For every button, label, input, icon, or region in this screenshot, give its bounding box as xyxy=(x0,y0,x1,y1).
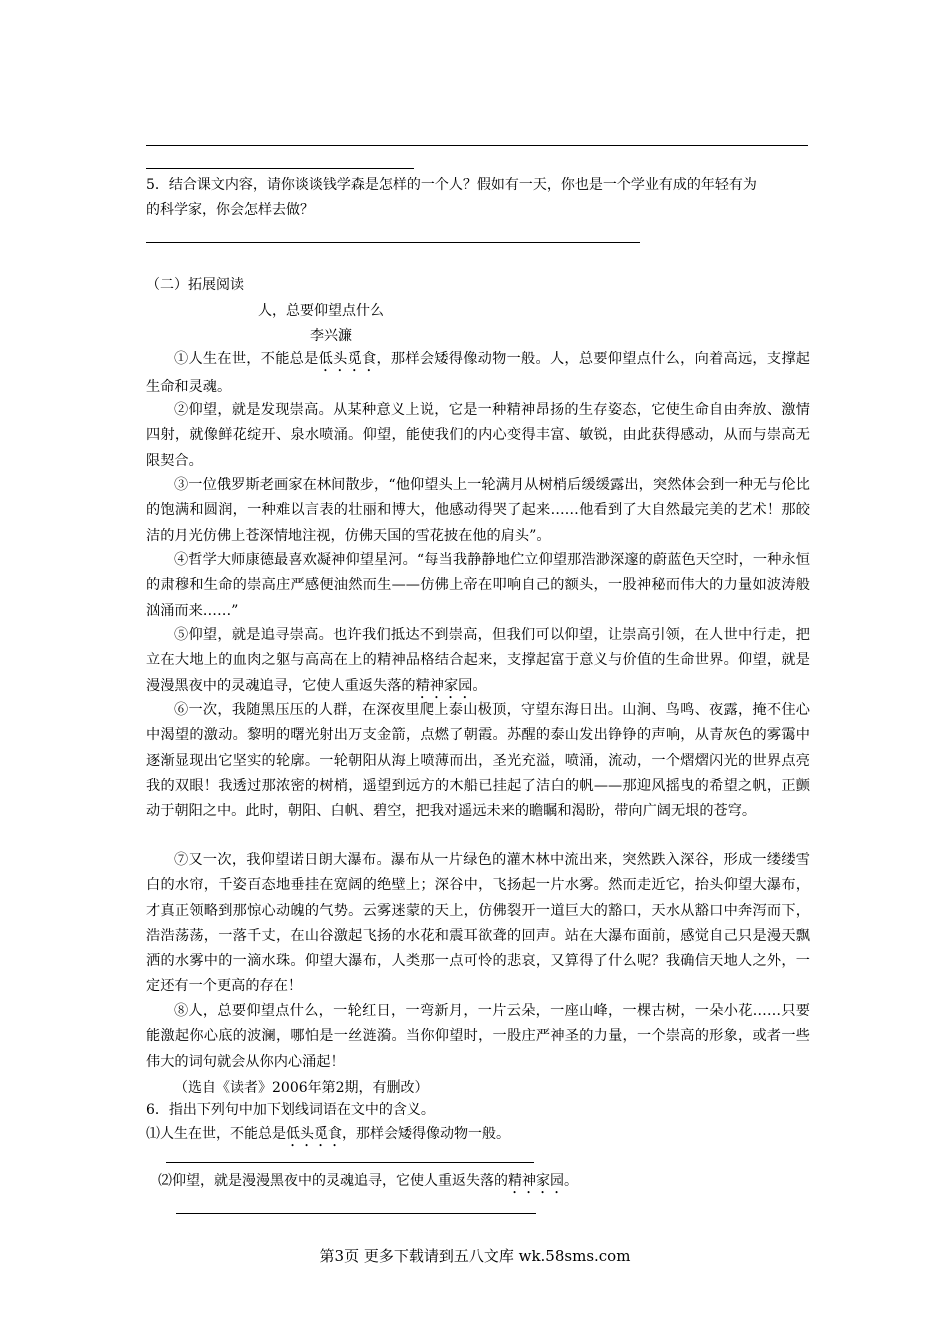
paragraph-2: ②仰望，就是发现崇高。从某种意义上说，它是一种精神昂扬的生存姿态，它使生命自由奔放、激情四射，就像鲜花绽开、泉水喷涌。仰望，能使我们的内心变得丰富、敏锐，由此获得感动，从而与崇高无限契合。 xyxy=(146,402,810,469)
source-note: （选自《读者》2006年第2期，有删改） xyxy=(174,1080,429,1096)
marked-phrase: 精神家园 xyxy=(415,677,473,694)
paragraph-8: ⑧人，总要仰望点什么，一轮红日，一弯新月，一片云朵，一座山峰，一棵古树，一朵小花……只要能激起你心底的波澜，哪怕是一丝涟漪。当你仰望时，一股庄严神圣的力量，一个崇高的形象，或者一些伟大的词句就会从你内心涌起！ xyxy=(146,1003,810,1070)
marked-phrase: 低头觅食 xyxy=(286,1126,342,1142)
paragraph-6: ⑥一次，我随黑压压的人群，在深夜里爬上泰山极顶，守望东海日出。山涧、鸟鸣、夜露，掩不住心中渴望的激动。黎明的曙光射出万支金箭，点燃了朝霞。苏醒的泰山发出铮铮的声响，从青灰色的雾霭中逐渐显现出它坚实的轮廓。一轮朝阳从海上喷薄而出，圣光充溢，喷涌，流动，一个熠熠闪光的世界点亮我的双眼！我透过那浓密的树梢，遥望到远方的木船已挂起了洁白的帆——那迎风摇曳的希望之帆，正颤动于朝阳之中。此时，朝阳、白帆、碧空，把我对遥远未来的瞻瞩和渴盼，带向广阔无垠的苍穹。 xyxy=(146,702,810,820)
question-6-stem: 6．指出下列句中加下划线词语在文中的含义。 xyxy=(146,1102,435,1118)
paragraph-5: ⑤仰望，就是追寻崇高。也许我们抵达不到崇高，但我们可以仰望，让崇高引领，在人世中行走，把立在大地上的血肉之躯与高高在上的精神品格结合起来，支撑起富于意义与价值的生命世界。仰望，就是漫漫黑夜中的灵魂追寻，它使人重返失落的精神家园。 xyxy=(146,627,810,694)
answer-line xyxy=(166,1162,534,1163)
question-6-item-2: ⑵仰望，就是漫漫黑夜中的灵魂追寻，它使人重返失落的精神家园。 xyxy=(158,1173,578,1189)
answer-line xyxy=(176,1213,536,1214)
answer-line xyxy=(146,242,640,243)
paragraph-7: ⑦又一次，我仰望诺日朗大瀑布。瀑布从一片绿色的灌木林中流出来，突然跌入深谷，形成一缕缕雪白的水帘，千姿百态地垂挂在宽阔的绝壁上；深谷中，飞扬起一片水雾。然而走近它，抬头仰望大瀑布，才真正领略到那惊心动魄的气势。云雾迷蒙的天上，仿佛裂开一道巨大的豁口，天水从豁口中奔泻而下，浩浩荡荡，一落千丈，在山谷激起飞扬的水花和震耳欲聋的回声。站在大瀑布面前，感觉自己只是漫天飘洒的水雾中的一滴水珠。仰望大瀑布，人类那一点可怜的悲哀，又算得了什么呢？我确信天地人之外，一定还有一个更高的存在！ xyxy=(146,852,810,995)
paragraph-1: ①人生在世，不能总是低头觅食，那样会矮得像动物一般。人，总要仰望点什么，向着高远，支撑起生命和灵魂。 xyxy=(146,351,810,395)
marked-phrase: 低头觅食 xyxy=(318,351,377,367)
page-footer: 第3页 更多下载请到五八文库 wk.58sms.com xyxy=(319,1247,631,1265)
answer-line xyxy=(146,168,414,169)
paragraph-3: ③一位俄罗斯老画家在林间散步，“他仰望头上一轮满月从树梢后缓缓露出，突然体会到一种无与伦比的饱满和圆润，一种难以言表的壮丽和博大，他感动得哭了起来……他看到了大自然最完美的艺术！那皎洁的月光仿佛上苍深情地注视，仿佛天国的雪花披在他的肩头”。 xyxy=(146,477,810,544)
question-5-line-1: 5．结合课文内容，请你谈谈钱学森是怎样的一个人？假如有一天，你也是一个学业有成的年轻有为 xyxy=(146,177,757,193)
marked-phrase: 精神家园 xyxy=(508,1173,564,1189)
section-heading: （二）拓展阅读 xyxy=(146,277,244,293)
question-5-line-2: 的科学家，你会怎样去做？ xyxy=(146,202,314,218)
answer-line xyxy=(146,145,808,146)
paragraph-4: ④哲学大师康德最喜欢凝神仰望星河。“每当我静静地伫立仰望那浩渺深邃的蔚蓝色天空时，一种永恒的肃穆和生命的崇高庄严感便油然而生——仿佛上帝在叩响自己的额头，一股神秘而伟大的力量如波涛般汹涌而来……” xyxy=(146,552,810,619)
question-6-item-1: ⑴人生在世，不能总是低头觅食，那样会矮得像动物一般。 xyxy=(146,1126,510,1142)
article-author: 李兴濂 xyxy=(310,328,352,344)
article-title: 人，总要仰望点什么 xyxy=(258,303,384,319)
